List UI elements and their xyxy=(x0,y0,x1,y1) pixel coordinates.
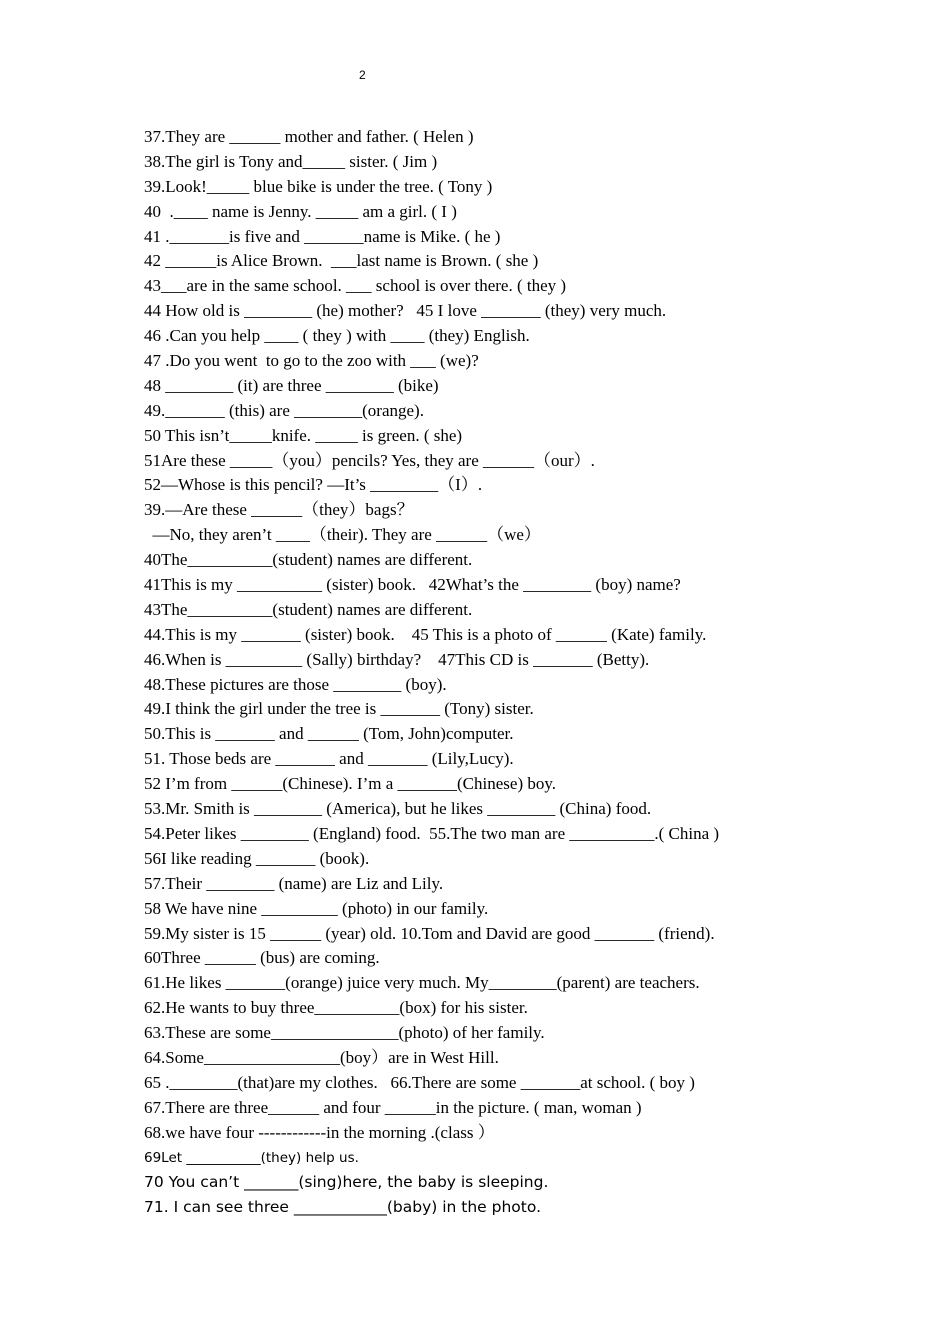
exercise-line: 50 This isn’t_____knife. _____ is green. ( she) xyxy=(144,425,463,445)
exercise-line: 57.Their ________ (name) are Liz and Lily. xyxy=(144,873,444,893)
exercise-line: 56I like reading _______ (book). xyxy=(144,848,370,868)
exercise-line: 52 I’m from ______(Chinese). I’m a _______(Chinese) boy. xyxy=(144,774,557,794)
exercise-line: 68.we have four ------------in the morning .(class ） xyxy=(144,1122,495,1142)
exercise-line: 43The__________(student) names are different. xyxy=(144,599,473,619)
exercise-line: 71. I can see three ____________(baby) in the photo. xyxy=(144,1198,542,1217)
exercise-line: 49.I think the girl under the tree is _______ (Tony) sister. xyxy=(144,699,534,719)
exercise-line: 51. Those beds are _______ and _______ (Lily,Lucy). xyxy=(144,749,514,769)
exercise-line: 41 ._______is five and _______name is Mike. ( he ) xyxy=(144,226,501,246)
exercise-line: 64.Some________________(boy）are in West Hill. xyxy=(144,1047,499,1067)
exercise-line: 70 You can’t _______(sing)here, the baby is sleeping. xyxy=(144,1173,549,1192)
exercise-line: 44.This is my _______ (sister) book. 45 This is a photo of ______ (Kate) family. xyxy=(144,624,707,644)
exercise-line: 62.He wants to buy three__________(box) for his sister. xyxy=(144,998,528,1018)
page-number: 2 xyxy=(359,68,366,82)
exercise-line: 37.They are ______ mother and father. ( Helen ) xyxy=(144,127,474,146)
exercise-line: 67.There are three______ and four ______in the picture. ( man, woman ) xyxy=(144,1097,642,1117)
exercise-line: 44 How old is ________ (he) mother? 45 I love _______ (they) very much. xyxy=(144,301,667,321)
exercise-line: —No, they aren’t ____（their). They are ______（we） xyxy=(144,525,541,545)
exercise-line: 58 We have nine _________ (photo) in our family. xyxy=(144,898,489,918)
exercise-line: 53.Mr. Smith is ________ (America), but he likes ________ (China) food. xyxy=(144,799,652,819)
exercise-list xyxy=(144,125,924,1220)
exercise-line: 43___are in the same school. ___ school is over there. ( they ) xyxy=(144,276,567,296)
exercise-line: 61.He likes _______(orange) juice very much. My________(parent) are teachers. xyxy=(144,973,700,993)
exercise-line: 52—Whose is this pencil? —It’s ________（I）. xyxy=(144,475,483,495)
exercise-line: 39.Look!_____ blue bike is under the tree. ( Tony ) xyxy=(144,176,493,196)
exercise-line: 39.—Are these ______（they）bags？ xyxy=(144,500,414,520)
exercise-line: 40 .____ name is Jenny. _____ am a girl. ( I ) xyxy=(144,201,457,221)
exercise-line: 63.These are some_______________(photo) of her family. xyxy=(144,1023,545,1043)
exercise-line: 47 .Do you went to go to the zoo with ___ (we)? xyxy=(144,351,479,371)
exercise-line: 46.When is _________ (Sally) birthday? 47This CD is _______ (Betty). xyxy=(144,649,650,669)
exercise-line: 50.This is _______ and ______ (Tom, John)computer. xyxy=(144,724,514,744)
exercise-line: 54.Peter likes ________ (England) food. 55.The two man are __________.( China ) xyxy=(144,823,720,843)
exercise-line: 48 ________ (it) are three ________ (bike) xyxy=(144,375,439,395)
exercise-line: 59.My sister is 15 ______ (year) old. 10.Tom and David are good _______ (friend). xyxy=(144,923,715,943)
exercise-line: 49._______ (this) are ________(orange). xyxy=(144,400,424,420)
exercise-line: 48.These pictures are those ________ (boy). xyxy=(144,674,447,694)
exercise-line: 38.The girl is Tony and_____ sister. ( Jim ) xyxy=(144,151,438,171)
exercise-line: 65 .________(that)are my clothes. 66.There are some _______at school. ( boy ) xyxy=(144,1072,695,1092)
exercise-line: 51Are these _____（you）pencils? Yes, they are ______（our）. xyxy=(144,450,595,470)
exercise-line: 41This is my __________ (sister) book. 42What’s the ________ (boy) name? xyxy=(144,575,681,595)
exercise-line: 46 .Can you help ____ ( they ) with ____ (they) English. xyxy=(144,326,530,346)
exercise-line: 69Let ___________(they) help us. xyxy=(144,1149,359,1166)
exercise-line: 60Three ______ (bus) are coming. xyxy=(144,948,380,968)
exercise-line: 42 ______is Alice Brown. ___last name is Brown. ( she ) xyxy=(144,251,539,271)
exercise-line: 40The__________(student) names are different. xyxy=(144,550,473,570)
